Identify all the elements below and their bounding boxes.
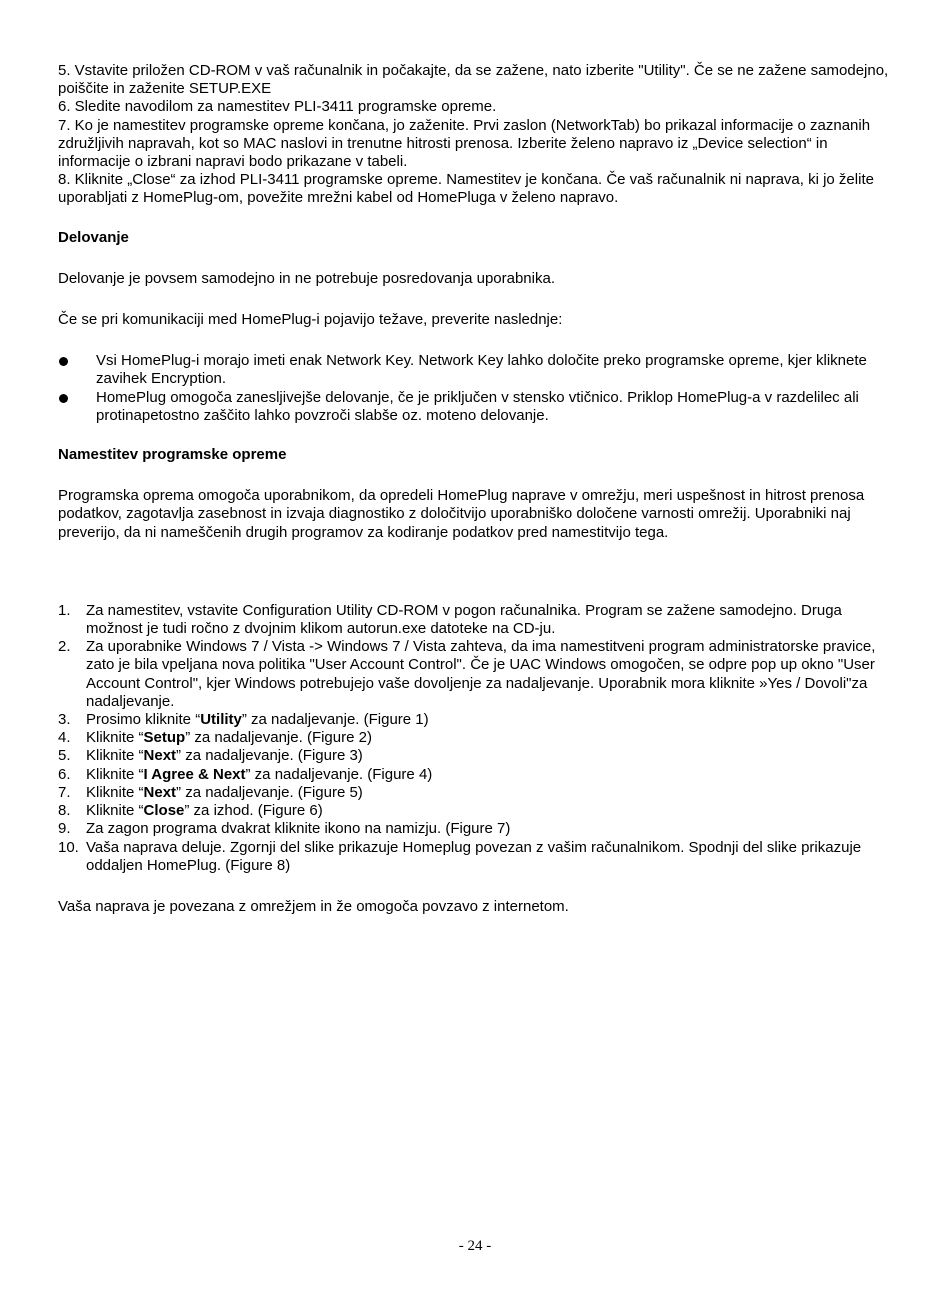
step-text: Vaša naprava deluje. Zgornji del slike prikazuje Homeplug povezan z vašim računalnikom. Spodnji del slike prikazuje oddaljen HomePlug. (Figure 8) xyxy=(86,838,862,874)
step-text: Za zagon programa dvakrat kliknite ikono na namizju. (Figure 7) xyxy=(86,820,511,838)
list-item xyxy=(58,602,898,638)
step-number: 10. xyxy=(58,838,79,856)
step-text: Za namestitev, vstavite Configuration Utility CD-ROM v pogon računalnika. Program se zažene samodejno. Druga možnost je tudi ročno z dvojnim klikom autorun.exe datoteke na CD-ju. xyxy=(86,601,842,638)
list-item xyxy=(58,638,898,711)
list-item xyxy=(58,352,898,388)
step-text: Kliknite “ xyxy=(86,783,144,801)
list-item xyxy=(58,389,898,425)
list-item xyxy=(58,729,898,747)
troubleshoot-list xyxy=(58,352,898,425)
bullet-icon xyxy=(59,394,68,403)
namestitev-paragraph: Programska oprema omogoča uporabnikom, da opredeli HomePlug naprave v omrežju, meri uspešnost in hitrost prenosa podatkov, zagotavlja zasebnost in izvaja diagnostiko z določitvijo uporabniško določene varnosti omrežij. Uporabniki naj preverijo, da ni nameščenih drugih programov za kodiranje podatkov pred namestitvijo tega. xyxy=(58,487,865,541)
list-item xyxy=(58,802,898,820)
step-text-suffix: ” za nadaljevanje. (Figure 1) xyxy=(241,711,429,729)
list-item xyxy=(58,839,898,875)
intro-step-6: 6. Sledite navodilom za namestitev PLI-3411 programske opreme. xyxy=(58,98,497,116)
closing-paragraph: Vaša naprava je povezana z omrežjem in že omogoča povzavo z internetom. xyxy=(58,897,569,915)
step-number: 6. xyxy=(58,765,71,783)
bullet-icon xyxy=(59,357,68,366)
intro-step-5: 5. Vstavite priložen CD-ROM v vaš računalnik in počakajte, da se zažene, nato izberite "Utility". Če se ne zažene samodejno, poiščite in zaženite SETUP.EXE xyxy=(58,62,889,98)
step-number: 5. xyxy=(58,747,71,765)
list-item xyxy=(58,784,898,802)
step-text-suffix: ” za nadaljevanje. (Figure 3) xyxy=(176,747,363,765)
section-heading-namestitev: Namestitev programske opreme xyxy=(58,446,287,464)
step-text: Kliknite “ xyxy=(86,802,144,820)
list-item-text: HomePlug omogoča zanesljivejše delovanje, če je priključen v stensko vtičnico. Priklop HomePlug-a v razdelilec ali protinapetostno zaščito lahko povzroči slabše oz. moteno delovanje. xyxy=(96,388,859,424)
step-text: Prosimo kliknite “ xyxy=(86,711,201,729)
step-button-name: Utility xyxy=(200,711,242,729)
step-button-name: Setup xyxy=(143,729,186,747)
step-text: Kliknite “ xyxy=(86,729,144,747)
install-steps-list xyxy=(58,602,898,875)
step-number: 8. xyxy=(58,802,71,820)
list-item-text: Vsi HomePlug-i morajo imeti enak Network Key. Network Key lahko določite preko programske opreme, kjer kliknete zavihek Encryption. xyxy=(96,352,867,388)
step-text-suffix: ” za nadaljevanje. (Figure 5) xyxy=(176,783,363,801)
step-text: Za uporabnike Windows 7 / Vista -> Windows 7 / Vista zahteva, da ima namestitveni program administratorske pravice, zato je bila vpeljana nova politika "User Account Control". Če je UAC Windows omogočen, se odpre pop up okno "User Account Control", kjer Windows potrebujejo vaše dovoljenje za nadaljevanje. Uporabnik mora kliknite »Yes / Dovoli"za nadaljevanje. xyxy=(86,638,876,710)
page-number: - 24 - xyxy=(458,1238,492,1254)
list-item xyxy=(58,711,898,729)
step-number: 2. xyxy=(58,638,71,656)
step-number: 3. xyxy=(58,711,71,729)
intro-step-8: 8. Kliknite „Close“ za izhod PLI-3411 programske opreme. Namestitev je končana. Če vaš računalnik ni naprava, ki jo želite uporabljati z HomePlug-om, povežite mrežni kabel od HomePluga v želeno napravo. xyxy=(58,171,874,207)
troubleshoot-intro: Če se pri komunikaciji med HomePlug-i pojavijo težave, preverite naslednje: xyxy=(58,311,563,329)
step-number: 4. xyxy=(58,729,71,747)
delovanje-paragraph: Delovanje je povsem samodejno in ne potrebuje posredovanja uporabnika. xyxy=(58,269,555,287)
step-button-name: Next xyxy=(143,747,177,765)
step-number: 1. xyxy=(58,601,71,619)
step-number: 7. xyxy=(58,783,71,801)
intro-step-7: 7. Ko je namestitev programske opreme končana, jo zaženite. Prvi zaslon (NetworkTab) bo prikazal informacije o zaznanih združljivih napravah, kot so MAC naslovi in trenutne hitrosti prenosa. Izberite želeno napravo iz „Device selection“ in informacije o izbrani napravi bodo prikazane v tabeli. xyxy=(58,116,871,171)
step-text: Kliknite “ xyxy=(86,765,144,783)
step-number: 9. xyxy=(58,820,71,838)
step-button-name: I Agree & Next xyxy=(143,765,246,783)
step-text-suffix: ” za izhod. (Figure 6) xyxy=(184,802,323,820)
document-body xyxy=(58,62,898,916)
step-text-suffix: ” za nadaljevanje. (Figure 4) xyxy=(245,765,433,783)
step-button-name: Next xyxy=(143,783,177,801)
list-item xyxy=(58,766,898,784)
step-text: Kliknite “ xyxy=(86,747,144,765)
step-button-name: Close xyxy=(143,802,185,820)
section-heading-delovanje: Delovanje xyxy=(58,228,129,246)
step-text-suffix: ” za nadaljevanje. (Figure 2) xyxy=(185,729,372,747)
list-item xyxy=(58,820,898,838)
list-item xyxy=(58,747,898,765)
